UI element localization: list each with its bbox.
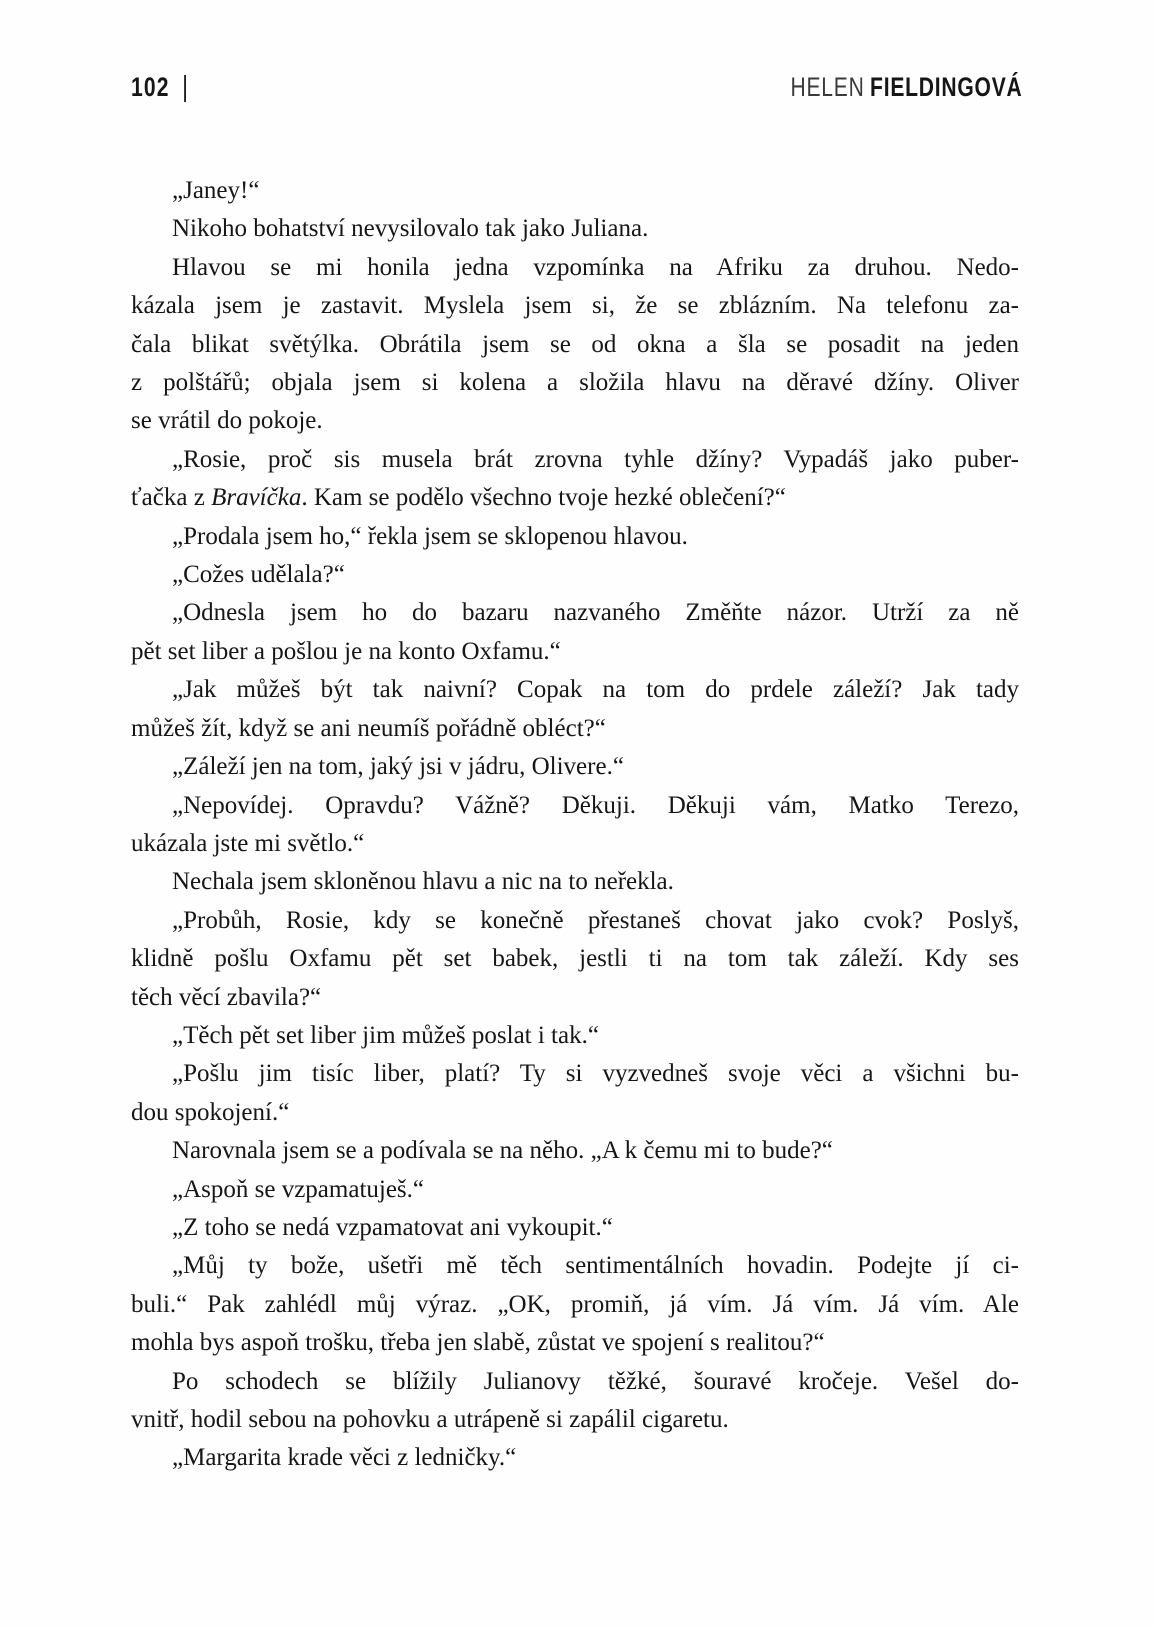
text-line: se vrátil do pokoje. — [131, 407, 323, 435]
text-line: můžeš žít, když se ani neumíš pořádně obléct?“ — [131, 714, 606, 742]
text-line: „Janey!“ — [172, 177, 260, 204]
text-line: Nechala jsem skloněnou hlavu a nic na to neřekla. — [172, 868, 674, 896]
text-line: kázala jsem je zastavit. Myslela jsem si, že se zblázním. Na telefonu za- — [131, 292, 1019, 320]
text-line: pět set liber a pošlou je na konto Oxfamu.“ — [131, 637, 561, 665]
text-line: „Aspoň se vzpamatuješ.“ — [172, 1175, 425, 1203]
text-line: vnitř, hodil sebou na pohovku a utrápeně si zapálil cigaretu. — [131, 1406, 729, 1433]
page-number: 102 — [131, 72, 170, 102]
page-header — [131, 71, 1023, 103]
text-line: „Můj ty bože, ušetři mě těch sentimentálních hovadin. Podejte jí ci- — [172, 1252, 1019, 1280]
text-line: klidně pošlu Oxfamu pět set babek, jestli ti na tom tak záleží. Kdy ses — [131, 945, 1019, 973]
text-line: „Cožes udělala?“ — [172, 561, 345, 589]
body-text — [131, 172, 1019, 1478]
text-line: ťačka z Bravíčka. Kam se podělo všechno tvoje hezké oblečení?“ — [131, 484, 786, 512]
text-line: „Prodala jsem ho,“ řekla jsem se sklopenou hlavou. — [172, 522, 688, 550]
text-line: Hlavou se mi honila jedna vzpomínka na Afriku za druhou. Nedo- — [172, 253, 1019, 281]
text-line: „Margarita krade věci z ledničky.“ — [172, 1444, 517, 1472]
text-line: těch věcí zbavila?“ — [131, 983, 322, 1011]
header-separator: | — [182, 71, 190, 103]
text-line: „Jak můžeš být tak naivní? Copak na tom do prdele záleží? Jak tady — [172, 676, 1019, 704]
author-last-name: FIELDINGOVÁ — [870, 72, 1023, 102]
author-first-name: HELEN — [790, 72, 866, 102]
text-line: Po schodech se blížily Julianovy těžké, šouravé kročeje. Vešel do- — [172, 1367, 1019, 1395]
page-number-group — [131, 71, 190, 103]
text-line: z polštářů; objala jsem si kolena a složila hlavu na děravé džíny. Oliver — [131, 369, 1019, 397]
text-line: „Rosie, proč sis musela brát zrovna tyhle džíny? Vypadáš jako puber- — [172, 445, 1019, 473]
text-line: „Nepovídej. Opravdu? Vážně? Děkuji. Děkuji vám, Matko Terezo, — [172, 791, 1019, 819]
text-line: „Těch pět set liber jim můžeš poslat i tak.“ — [172, 1021, 599, 1049]
text-line: „Probůh, Rosie, kdy se konečně přestaneš chovat jako cvok? Poslyš, — [172, 906, 1019, 934]
text-line: „Záleží jen na tom, jaký jsi v jádru, Olivere.“ — [172, 753, 624, 781]
text-line: „Odnesla jsem ho do bazaru nazvaného Změňte názor. Utrží za ně — [172, 599, 1019, 627]
text-line: dou spokojení.“ — [131, 1098, 290, 1126]
text-line: mohla bys aspoň trošku, třeba jen slabě, zůstat ve spojení s realitou?“ — [131, 1329, 825, 1357]
text-line: „Pošlu jim tisíc liber, platí? Ty si vyzvedneš svoje věci a všichni bu- — [172, 1060, 1019, 1088]
author-name — [791, 74, 1023, 101]
text-line: buli.“ Pak zahlédl můj výraz. „OK, promiň, já vím. Já vím. Já vím. Ale — [131, 1290, 1019, 1318]
text-line: Nikoho bohatství nevysilovalo tak jako Juliana. — [172, 215, 649, 243]
text-line: „Z toho se nedá vzpamatovat ani vykoupit.“ — [172, 1213, 613, 1241]
text-line: čala blikat světýlka. Obrátila jsem se od okna a šla se posadit na jeden — [131, 330, 1019, 358]
text-line: Narovnala jsem se a podívala se na něho. „A k čemu mi to bude?“ — [172, 1137, 833, 1165]
text-line: ukázala jste mi světlo.“ — [131, 829, 365, 857]
